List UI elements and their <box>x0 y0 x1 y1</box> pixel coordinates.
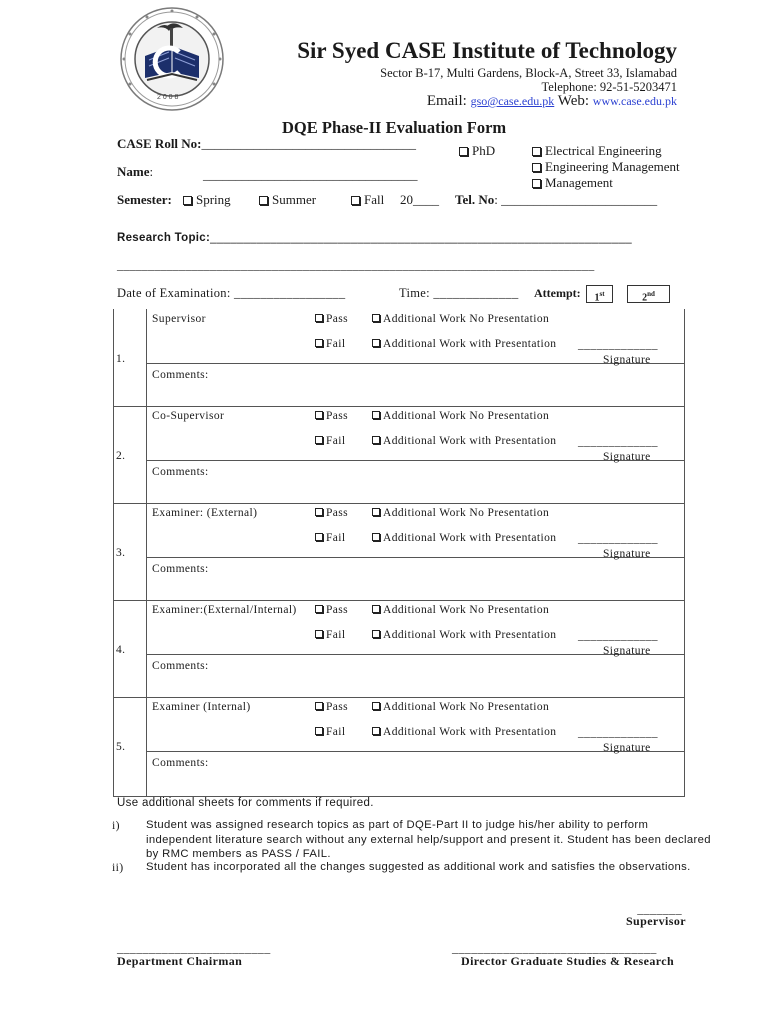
program-label: Electrical Engineering <box>545 143 662 158</box>
checkbox-icon <box>532 163 541 172</box>
pass-checkbox[interactable]: Pass <box>315 410 348 422</box>
program-label: Engineering Management <box>545 159 680 174</box>
year-field[interactable]: 20____ <box>400 192 439 207</box>
signature-label: Signature <box>603 451 651 463</box>
additional-work-no-presentation-checkbox[interactable]: Additional Work No Presentation <box>372 701 549 713</box>
row-divider <box>113 600 685 601</box>
semester-option: Spring <box>196 192 231 207</box>
row-divider <box>113 697 685 698</box>
checkbox-icon <box>459 147 468 156</box>
table-left-border <box>113 309 114 797</box>
pass-checkbox[interactable]: Pass <box>315 604 348 616</box>
form-title: DQE Phase-II Evaluation Form <box>282 118 507 137</box>
comments-label: Comments: <box>152 660 209 672</box>
time-blank: _____________ <box>433 286 519 300</box>
item-ii-number: ii) <box>112 860 124 874</box>
additional-work-with-presentation-checkbox[interactable]: Additional Work with Presentation <box>372 338 556 350</box>
fail-checkbox[interactable]: Fail <box>315 726 346 738</box>
additional-work-no-presentation-checkbox[interactable]: Additional Work No Presentation <box>372 604 549 616</box>
tel-label: Tel. No <box>455 192 495 207</box>
research-topic-label: Research Topic: <box>117 232 211 244</box>
logo-year: 2 0 0 8 <box>157 94 179 101</box>
time-label: Time: <box>399 286 434 300</box>
checkbox-icon <box>372 702 380 710</box>
email-label: Email: <box>426 93 467 109</box>
evaluator-role: Supervisor <box>152 313 206 325</box>
checkbox-icon <box>315 630 323 638</box>
item-i-line: Student was assigned research topics as part of DQE-Part II to judge his/her ability to perform <box>146 819 649 831</box>
fail-checkbox[interactable]: Fail <box>315 338 346 350</box>
roll-number-blank: _________________________________ <box>201 136 417 151</box>
evaluation-number: 2. <box>116 450 126 462</box>
name-field[interactable]: _________________________________ <box>203 167 418 182</box>
signature-label: Signature <box>603 354 651 366</box>
checkbox-icon <box>372 411 380 419</box>
program-mgmt-checkbox[interactable] <box>532 175 613 191</box>
table-right-border <box>684 309 685 797</box>
research-topic-blank: _______________________________________________________________ <box>210 232 632 244</box>
signature-line[interactable]: _____________ <box>578 339 658 351</box>
date-of-examination-field[interactable] <box>117 286 345 301</box>
pass-checkbox[interactable]: Pass <box>315 507 348 519</box>
semester-label: Semester: <box>117 192 172 207</box>
comments-label: Comments: <box>152 369 209 381</box>
signature-line[interactable]: _____________ <box>578 436 658 448</box>
evaluator-role: Examiner (Internal) <box>152 701 251 713</box>
signature-label: Signature <box>603 548 651 560</box>
item-i-text <box>146 818 711 862</box>
fail-checkbox[interactable]: Fail <box>315 435 346 447</box>
supervisor-signature-line[interactable]: _______ <box>637 902 682 916</box>
supervisor-signature-label: Supervisor <box>625 914 686 928</box>
checkbox-icon <box>372 436 380 444</box>
time-field[interactable] <box>399 286 519 301</box>
checkbox-icon <box>372 314 380 322</box>
signature-label: Signature <box>603 742 651 754</box>
evaluator-role: Examiner: (External) <box>152 507 258 519</box>
item-ii-text: Student has incorporated all the changes suggested as additional work and satisfies the observations. <box>146 861 691 873</box>
checkbox-icon <box>532 147 541 156</box>
director-signature-label: Director Graduate Studies & Research <box>461 954 675 968</box>
research-topic-line-2[interactable]: _____________________________________________________________________________ <box>117 258 595 272</box>
row-divider <box>113 406 685 407</box>
program-em-checkbox[interactable] <box>532 159 680 175</box>
checkbox-icon <box>315 411 323 419</box>
evaluation-number: 5. <box>116 741 126 753</box>
checkbox-icon <box>372 605 380 613</box>
additional-work-with-presentation-checkbox[interactable]: Additional Work with Presentation <box>372 435 556 447</box>
checkbox-icon <box>315 605 323 613</box>
semester-spring-checkbox[interactable] <box>183 192 231 208</box>
checkbox-icon <box>372 727 380 735</box>
item-i-number: i) <box>112 818 120 832</box>
checkbox-icon <box>315 508 323 516</box>
signature-line[interactable]: _____________ <box>578 727 658 739</box>
research-topic-field[interactable] <box>117 232 632 244</box>
fail-checkbox[interactable]: Fail <box>315 629 346 641</box>
director-signature-line[interactable]: ________________________________ <box>452 941 657 955</box>
checkbox-icon <box>315 533 323 541</box>
additional-work-no-presentation-checkbox[interactable]: Additional Work No Presentation <box>372 313 549 325</box>
program-ee-checkbox[interactable] <box>532 143 662 159</box>
checkbox-icon <box>315 339 323 347</box>
attempt-label: Attempt: <box>534 286 581 300</box>
checkbox-icon <box>183 196 192 205</box>
telephone-field[interactable] <box>455 192 657 208</box>
contact-line <box>427 93 677 110</box>
tel-blank: : ________________________ <box>494 192 658 207</box>
comments-label: Comments: <box>152 466 209 478</box>
pass-checkbox[interactable]: Pass <box>315 701 348 713</box>
additional-work-with-presentation-checkbox[interactable]: Additional Work with Presentation <box>372 629 556 641</box>
comments-label: Comments: <box>152 757 209 769</box>
institute-telephone: Telephone: 92-51-5203471 <box>541 80 677 94</box>
phd-label: PhD <box>472 143 496 158</box>
evaluation-number: 1. <box>116 353 126 365</box>
institute-name: Sir Syed CASE Institute of Technology <box>297 38 677 63</box>
evaluation-number: 3. <box>116 547 126 559</box>
web-label: Web: <box>557 93 590 109</box>
checkbox-icon <box>351 196 360 205</box>
signature-line[interactable]: _____________ <box>578 533 658 545</box>
email-link[interactable]: gso@case.edu.pk <box>470 94 555 108</box>
additional-work-no-presentation-checkbox[interactable]: Additional Work No Presentation <box>372 507 549 519</box>
institute-logo <box>117 6 227 112</box>
date-blank: _________________ <box>234 286 346 300</box>
checkbox-icon <box>532 179 541 188</box>
pass-checkbox[interactable]: Pass <box>315 313 348 325</box>
checkbox-icon <box>259 196 268 205</box>
checkbox-icon <box>315 727 323 735</box>
fail-checkbox[interactable]: Fail <box>315 532 346 544</box>
checkbox-icon <box>372 508 380 516</box>
additional-sheets-note: Use additional sheets for comments if required. <box>117 797 374 809</box>
semester-summer-checkbox[interactable] <box>259 192 316 208</box>
chairman-signature-label: Department Chairman <box>117 954 243 968</box>
evaluator-role: Co-Supervisor <box>152 410 225 422</box>
checkbox-icon <box>315 314 323 322</box>
phd-checkbox[interactable] <box>459 143 495 159</box>
item-i-line: independent literature search without any external help/support and present it. Student has been declared <box>146 833 711 846</box>
checkbox-icon <box>315 702 323 710</box>
institute-address: Sector B-17, Multi Gardens, Block-A, Street 33, Islamabad <box>380 66 677 80</box>
additional-work-no-presentation-checkbox[interactable]: Additional Work No Presentation <box>372 410 549 422</box>
item-i-line: by RMC members as PASS / FAIL. <box>146 848 331 860</box>
roll-number-label: CASE Roll No: <box>117 136 202 151</box>
semester-fall-checkbox[interactable] <box>351 192 384 208</box>
web-link[interactable]: www.case.edu.pk <box>592 94 677 108</box>
attempt-first-box[interactable]: 1st <box>586 285 613 303</box>
chairman-signature-line[interactable]: ________________________ <box>117 941 271 955</box>
roll-number-field[interactable] <box>117 136 416 152</box>
checkbox-icon <box>372 339 380 347</box>
checkbox-icon <box>372 533 380 541</box>
signature-label: Signature <box>603 645 651 657</box>
row-divider <box>113 503 685 504</box>
checkbox-icon <box>315 436 323 444</box>
evaluator-role: Examiner:(External/Internal) <box>152 604 297 616</box>
table-column-divider <box>146 309 147 797</box>
comments-label: Comments: <box>152 563 209 575</box>
semester-option: Summer <box>272 192 317 207</box>
additional-work-with-presentation-checkbox[interactable]: Additional Work with Presentation <box>372 726 556 738</box>
date-label: Date of Examination: <box>117 286 235 300</box>
evaluation-number: 4. <box>116 644 126 656</box>
attempt-second-box[interactable]: 2nd <box>627 285 670 303</box>
additional-work-with-presentation-checkbox[interactable]: Additional Work with Presentation <box>372 532 556 544</box>
program-label: Management <box>545 175 613 190</box>
semester-option: Fall <box>364 192 385 207</box>
signature-line[interactable]: _____________ <box>578 630 658 642</box>
name-label: Name: <box>117 164 154 179</box>
checkbox-icon <box>372 630 380 638</box>
